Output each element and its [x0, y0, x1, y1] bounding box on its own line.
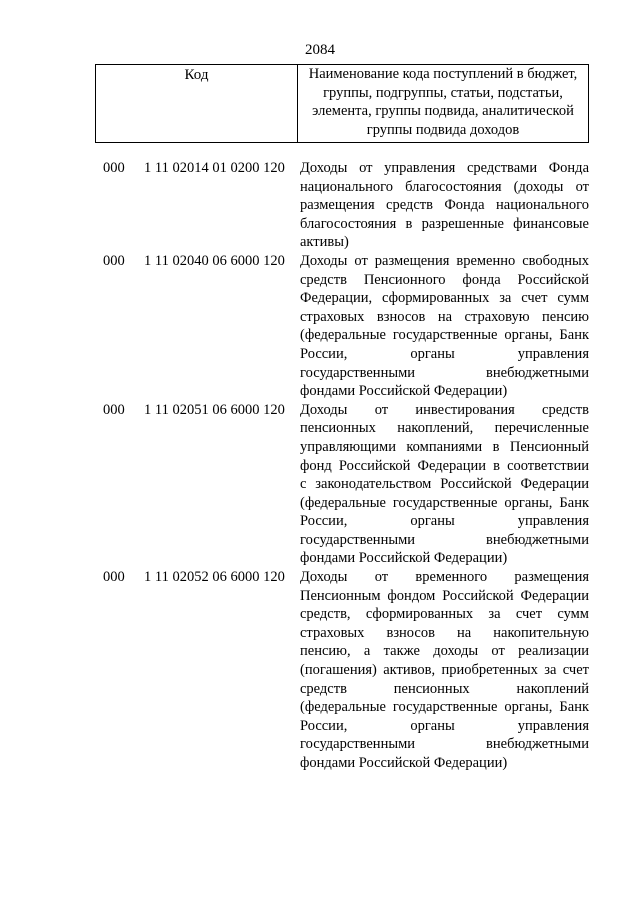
revenue-name-line: России, органы управления	[300, 513, 589, 530]
revenue-name-line: Доходы от временного размещения	[300, 569, 589, 586]
revenue-name	[300, 568, 589, 773]
revenue-name-line: Федерации, сформированных за счет сумм	[300, 290, 589, 307]
revenue-name-line: Пенсионным фондом Российской Федерации	[300, 587, 589, 604]
revenue-name-line: России, органы управления	[300, 345, 589, 362]
table-row	[0, 401, 640, 568]
header-name-line: группы, подгруппы, статьи, подстатьи,	[323, 84, 563, 101]
revenue-name-line: (федеральные государственные органы, Банк	[300, 699, 589, 716]
admin-code: 000	[103, 252, 125, 269]
revenue-code-list	[0, 159, 640, 773]
header-name-column	[298, 65, 588, 142]
revenue-name-line: пенсионных накоплений, перечисленные	[300, 420, 589, 437]
table-row	[0, 159, 640, 252]
revenue-name-line: Доходы от управления средствами Фонда	[300, 160, 589, 176]
revenue-name-line: с законодательством Российской Федерации	[300, 476, 589, 493]
revenue-name	[300, 401, 589, 568]
header-name-line: группы подвида доходов	[366, 121, 520, 138]
revenue-name-line: фондами Российской Федерации)	[300, 755, 508, 771]
revenue-name-line: средств, сформированных за счет сумм	[300, 606, 589, 623]
revenue-name-line: пенсию, а также доходы от реализации	[300, 643, 589, 660]
revenue-name-line: фонд Российской Федерации в соответствии	[300, 457, 589, 474]
revenue-name-line: активы)	[300, 234, 349, 251]
page-number: 2084	[305, 42, 335, 58]
revenue-code: 1 11 02052 06 6000 120	[144, 569, 285, 586]
header-name-line: элемента, группы подвида, аналитической	[312, 103, 574, 120]
admin-code: 000	[103, 160, 125, 176]
revenue-name-line: (погашения) активов, приобретенных за счет	[300, 662, 589, 679]
revenue-name-line: Доходы от размещения временно свободных	[300, 252, 589, 269]
revenue-name-line: фондами Российской Федерации)	[300, 383, 508, 400]
revenue-code: 1 11 02051 06 6000 120	[144, 401, 285, 418]
revenue-name-line: благосостояния в разрешенные финансовые	[300, 215, 589, 232]
revenue-name-line: России, органы управления	[300, 717, 589, 734]
revenue-name-line: размещения средств Фонда национального	[300, 197, 589, 214]
table-header	[95, 64, 589, 143]
revenue-name-line: государственными внебюджетными	[300, 364, 589, 381]
revenue-name-line: (федеральные государственные органы, Банк	[300, 494, 589, 511]
admin-code: 000	[103, 401, 125, 418]
header-code-column: Код	[96, 65, 298, 142]
revenue-name	[300, 159, 589, 252]
revenue-name-line: государственными внебюджетными	[300, 531, 589, 548]
revenue-code: 1 11 02040 06 6000 120	[144, 252, 285, 269]
revenue-name	[300, 252, 589, 401]
revenue-name-line: средств пенсионных накоплений	[300, 680, 589, 697]
admin-code: 000	[103, 569, 125, 586]
revenue-name-line: страховых взносов на накопительную	[300, 624, 589, 641]
revenue-name-line: фондами Российской Федерации)	[300, 550, 508, 567]
revenue-name-line: государственными внебюджетными	[300, 736, 589, 753]
revenue-name-line: страховых взносов на страховую пенсию	[300, 308, 589, 325]
revenue-name-line: Доходы от инвестирования средств	[300, 401, 589, 418]
revenue-code: 1 11 02014 01 0200 120	[144, 160, 285, 176]
table-row	[0, 568, 640, 773]
revenue-name-line: (федеральные государственные органы, Банк	[300, 327, 589, 344]
table-row	[0, 252, 640, 401]
revenue-name-line: управляющими компаниями в Пенсионный	[300, 438, 589, 455]
header-name-line: Наименование кода поступлений в бюджет,	[308, 66, 578, 82]
revenue-name-line: национального благосостояния (доходы от	[300, 178, 589, 195]
revenue-name-line: средств Пенсионного фонда Российской	[300, 271, 589, 288]
